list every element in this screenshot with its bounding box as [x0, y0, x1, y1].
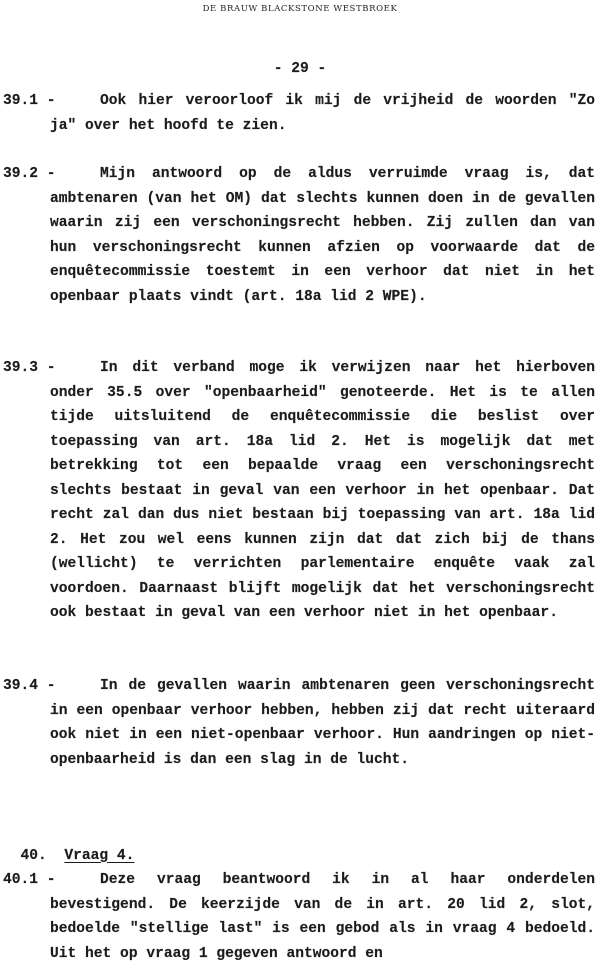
paragraph-text: Ook hier veroorloof ik mij de vrijheid de woorden "Zo ja" over het hoofd te zien. — [50, 93, 595, 134]
paragraph-number: 39.2 - — [3, 166, 56, 182]
paragraph-text: Deze vraag beantwoord ik in al haar onderdelen bevestigend. De keerzijde van de in art. 20 lid 2, slot, bedoelde "stellige last" is een gebod als in vraag 4 bedoeld. Uit het op vraag 1 gegeven antwoord en — [50, 872, 595, 962]
section-number: 40. — [20, 847, 47, 864]
paragraph-number: 39.1 - — [3, 93, 56, 109]
page-number: - 29 - — [273, 61, 327, 77]
paragraph-text: Mijn antwoord op de aldus verruimde vraag is, dat ambtenaren (van het OM) dat slechts kunnen doen in de gevallen waarin zij een verschoningsrecht hebben. Zij zullen dan van hun verschoningsrecht kunnen afzien op voorwaarde dat de enquêtecommissie toestemt in een verhoor dat niet in het openbaar plaats vindt (art. 18a lid 2 WPE). — [50, 166, 595, 305]
paragraph-number: 39.4 - — [3, 678, 56, 694]
paragraph-text: In de gevallen waarin ambtenaren geen verschoningsrecht in een openbaar verhoor hebben, hebben zij dat recht uiteraard ook niet in een niet-openbaar verhoor. Hun aandringen op niet-openbaarheid is dan een slag in de lucht. — [50, 678, 595, 768]
paragraph-number: 39.3 - — [3, 360, 56, 376]
section-title: Vraag 4. — [64, 847, 135, 864]
letterhead: DE BRAUW BLACKSTONE WESTBROEK — [202, 4, 398, 14]
paragraph-number: 40.1 - — [3, 872, 56, 888]
paragraph-text: In dit verband moge ik verwijzen naar het hierboven onder 35.5 over "openbaarheid" genoteerde. Het is te allen tijde uitsluitend de enquêtecommissie die beslist over toepassing van art. 18a lid 2. Het is mogelijk dat met betrekking tot een bepaalde vraag een verschoningsrecht slechts bestaat in geval van een verhoor in het openbaar. Dat recht zal dan dus niet bestaan bij toepassing van art. 18a lid 2. Het zou wel eens kunnen zijn dat dat zich bij de thans (wellicht) te verrichten parlementaire enquête vaak zal voordoen. Daarnaast blijft mogelijk dat het verschoningsrecht ook bestaat in geval van een verhoor niet in het openbaar. — [50, 360, 595, 621]
section-heading — [3, 819, 134, 868]
